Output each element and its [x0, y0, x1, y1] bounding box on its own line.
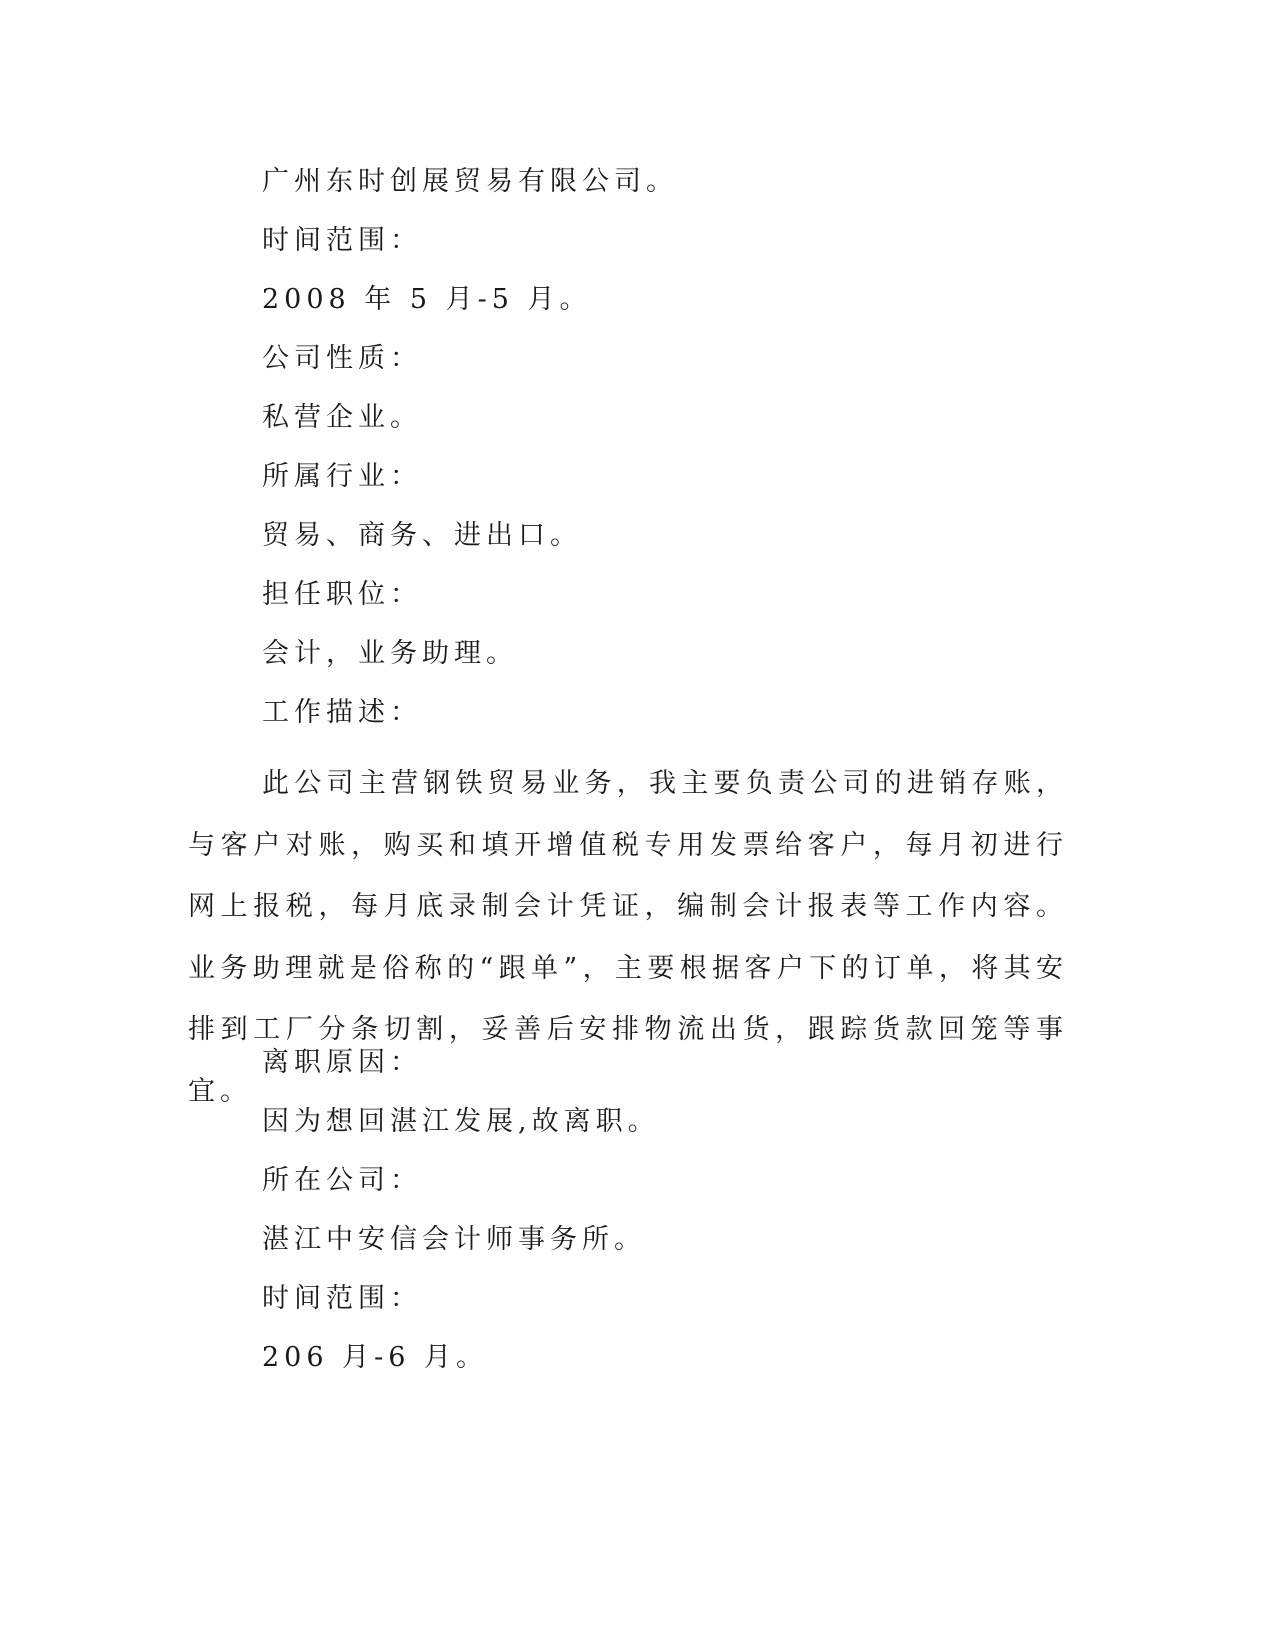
- time-range-value-2: 206 月-6 月。: [262, 1342, 489, 1373]
- position-value: 会计，业务助理。: [262, 638, 518, 669]
- industry-value: 贸易、商务、进出口。: [262, 520, 582, 551]
- time-range-value: 2008 年 5 月-5 月。: [262, 284, 592, 315]
- company-nature-value: 私营企业。: [262, 402, 422, 433]
- leaving-reason-value: 因为想回湛江发展,故离职。: [262, 1106, 660, 1137]
- time-range-label: 时间范围：: [262, 225, 422, 256]
- time-range-label-2: 时间范围：: [262, 1283, 422, 1314]
- company-label: 所在公司：: [262, 1165, 422, 1196]
- industry-label: 所属行业：: [262, 461, 422, 492]
- leaving-reason-label: 离职原因：: [262, 1047, 422, 1078]
- company-value: 湛江中安信会计师事务所。: [262, 1224, 646, 1255]
- position-label: 担任职位：: [262, 579, 422, 610]
- company-name-line: 广州东时创展贸易有限公司。: [262, 166, 678, 197]
- company-nature-label: 公司性质：: [262, 343, 422, 374]
- job-description-label: 工作描述：: [262, 697, 422, 728]
- job-description-paragraph: 此公司主营钢铁贸易业务，我主要负责公司的进销存账，与客户对账，购买和填开增值税专用发票给客户，每月初进行网上报税，每月底录制会计凭证，编制会计报表等工作内容。业务助理就是俗称的“跟单”，主要根据客户下的订单，将其安排到工厂分条切割，妥善后安排物流出货，跟踪货款回笼等事宜。: [188, 768, 1068, 1107]
